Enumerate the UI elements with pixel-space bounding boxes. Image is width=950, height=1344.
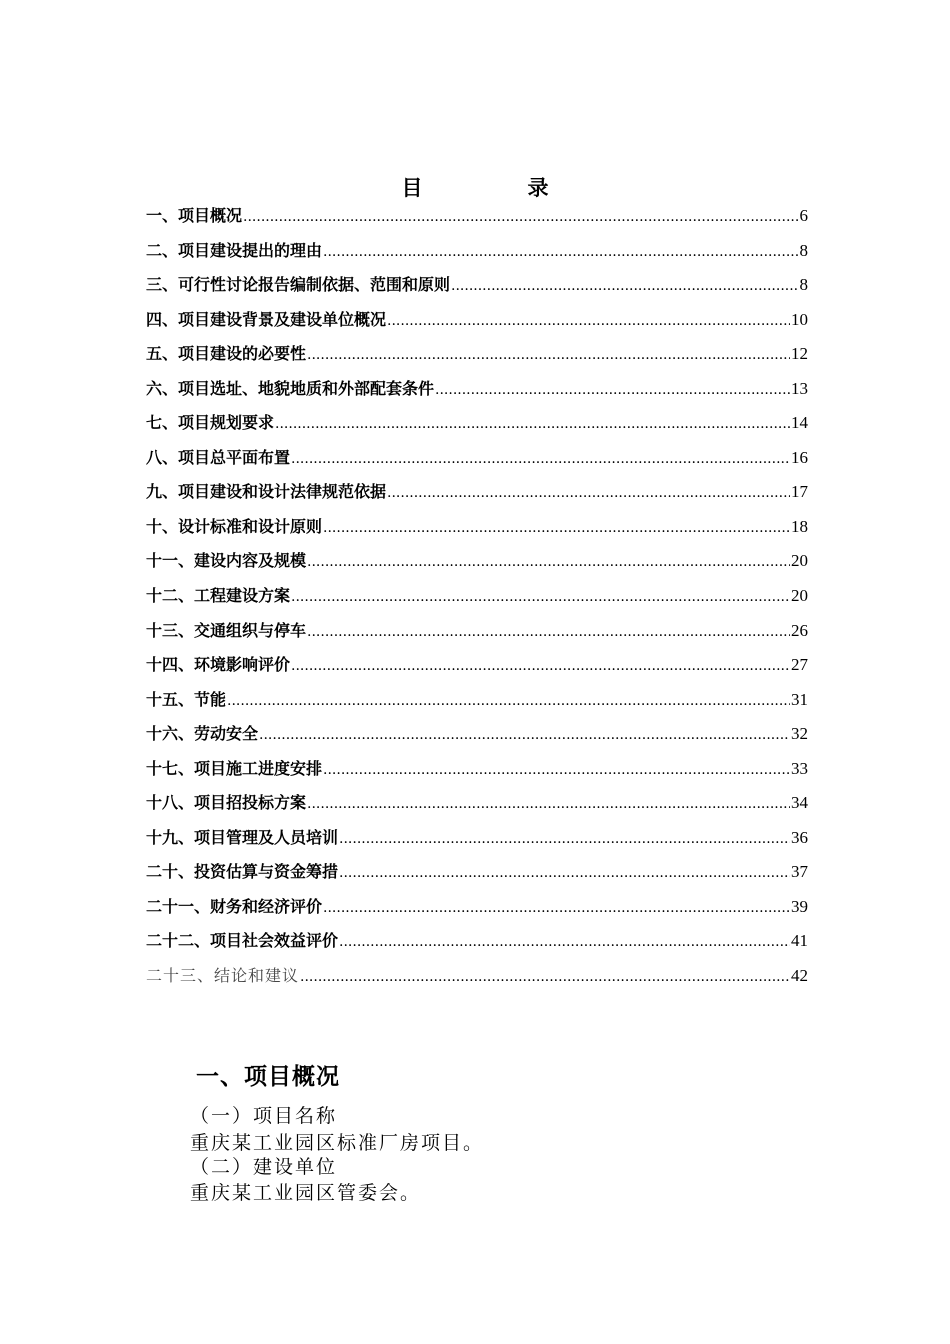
toc-entry[interactable] xyxy=(146,894,808,929)
toc-entry-label: 十一、建设内容及规模 xyxy=(146,551,307,571)
toc-entry-label: 八、项目总平面布置 xyxy=(146,447,291,467)
toc-entry-page: 18 xyxy=(791,516,808,536)
toc-entry-label: 三、可行性讨论报告编制依据、范围和原则 xyxy=(146,275,451,295)
toc-entry-label: 四、项目建设背景及建设单位概况 xyxy=(146,309,387,329)
toc-entry-page: 27 xyxy=(791,655,808,675)
toc-entry-label: 十、设计标准和设计原则 xyxy=(146,516,323,536)
toc-entry[interactable] xyxy=(146,341,808,376)
toc-dot-leader xyxy=(323,520,790,536)
toc-entry-label: 九、项目建设和设计法律规范依据 xyxy=(146,482,387,502)
toc-entry[interactable] xyxy=(146,272,808,307)
toc-entry[interactable] xyxy=(146,583,808,618)
toc-dot-leader xyxy=(387,313,790,329)
toc-entry[interactable] xyxy=(146,825,808,860)
toc-list xyxy=(146,203,808,998)
toc-entry-page: 20 xyxy=(791,551,808,571)
toc-entry[interactable] xyxy=(146,687,808,722)
toc-entry-page: 6 xyxy=(799,206,808,225)
toc-entry-label: 十七、项目施工进度安排 xyxy=(146,758,323,778)
toc-entry-label: 十八、项目招投标方案 xyxy=(146,793,307,813)
toc-entry-page: 33 xyxy=(791,758,808,778)
toc-entry[interactable] xyxy=(146,307,808,342)
toc-entry-label: 六、项目选址、地貌地质和外部配套条件 xyxy=(146,378,435,398)
toc-entry[interactable] xyxy=(146,479,808,514)
toc-entry-label: 十三、交通组织与停车 xyxy=(146,620,307,640)
toc-entry-page: 37 xyxy=(791,862,808,882)
toc-entry-label: 十六、劳动安全 xyxy=(146,724,259,744)
toc-entry-label: 十二、工程建设方案 xyxy=(146,586,291,606)
toc-entry-page: 39 xyxy=(791,896,808,916)
toc-dot-leader xyxy=(435,382,790,398)
toc-entry[interactable] xyxy=(146,618,808,653)
toc-entry[interactable] xyxy=(146,376,808,411)
toc-dot-leader xyxy=(300,969,790,985)
toc-entry-label: 一、项目概况 xyxy=(146,206,243,225)
toc-entry-page: 8 xyxy=(799,240,808,260)
toc-entry-page: 20 xyxy=(791,586,808,606)
toc-dot-leader xyxy=(323,900,790,916)
toc-entry-page: 32 xyxy=(791,724,808,744)
toc-dot-leader xyxy=(307,624,790,640)
toc-dot-leader xyxy=(339,865,790,881)
toc-entry-label: 十九、项目管理及人员培训 xyxy=(146,827,339,847)
toc-dot-leader xyxy=(243,209,798,225)
toc-entry-page: 36 xyxy=(791,827,808,847)
toc-entry-page: 13 xyxy=(791,378,808,398)
toc-entry[interactable] xyxy=(146,721,808,756)
toc-entry-page: 31 xyxy=(791,689,808,709)
toc-entry-label: 二十二、项目社会效益评价 xyxy=(146,931,339,951)
toc-entry[interactable] xyxy=(146,963,808,998)
toc-entry-page: 34 xyxy=(791,793,808,813)
toc-entry[interactable] xyxy=(146,859,808,894)
toc-entry-page: 8 xyxy=(799,275,808,295)
toc-entry-label: 二十三、结论和建议 xyxy=(146,966,300,986)
toc-dot-leader xyxy=(339,934,790,950)
toc-entry-page: 12 xyxy=(791,344,808,364)
toc-dot-leader xyxy=(307,347,790,363)
toc-dot-leader xyxy=(307,554,790,570)
toc-entry[interactable] xyxy=(146,756,808,791)
toc-title: 目 录 xyxy=(401,175,591,200)
toc-dot-leader xyxy=(275,416,790,432)
toc-dot-leader xyxy=(307,796,790,812)
toc-entry-page: 10 xyxy=(791,309,808,329)
toc-entry-label: 十四、环境影响评价 xyxy=(146,655,291,675)
toc-entry-label: 五、项目建设的必要性 xyxy=(146,344,307,364)
toc-entry[interactable] xyxy=(146,548,808,583)
toc-entry-page: 17 xyxy=(791,482,808,502)
toc-dot-leader xyxy=(387,485,790,501)
toc-entry-label: 二十、投资估算与资金筹措 xyxy=(146,862,339,882)
toc-entry-label: 十五、节能 xyxy=(146,689,227,709)
toc-dot-leader xyxy=(451,278,798,294)
toc-dot-leader xyxy=(339,831,790,847)
toc-entry[interactable] xyxy=(146,445,808,480)
toc-dot-leader xyxy=(291,589,790,605)
toc-entry-label: 二、项目建设提出的理由 xyxy=(146,240,323,260)
toc-entry-label: 七、项目规划要求 xyxy=(146,413,275,433)
toc-entry-page: 41 xyxy=(791,931,808,951)
toc-entry[interactable] xyxy=(146,238,808,273)
toc-entry-page: 26 xyxy=(791,620,808,640)
toc-dot-leader xyxy=(259,727,790,743)
section-heading: 一、项目概况 xyxy=(196,1063,340,1090)
toc-dot-leader xyxy=(291,658,790,674)
toc-entry[interactable] xyxy=(146,652,808,687)
toc-dot-leader xyxy=(291,451,790,467)
toc-entry-page: 42 xyxy=(791,966,808,986)
toc-entry[interactable] xyxy=(146,928,808,963)
toc-entry[interactable] xyxy=(146,790,808,825)
toc-entry[interactable] xyxy=(146,514,808,549)
toc-dot-leader xyxy=(323,762,790,778)
toc-entry-label: 二十一、财务和经济评价 xyxy=(146,896,323,916)
toc-entry-page: 14 xyxy=(791,413,808,433)
construction-unit-text: 重庆某工业园区管委会。 xyxy=(190,1182,422,1204)
toc-dot-leader xyxy=(227,693,790,709)
subsection-label-unit: （二）建设单位 xyxy=(190,1156,338,1178)
subsection-label-name: （一）项目名称 xyxy=(190,1105,338,1127)
project-name-text: 重庆某工业园区标准厂房项目。 xyxy=(190,1132,485,1154)
toc-entry[interactable] xyxy=(146,410,808,445)
toc-entry-page: 16 xyxy=(791,447,808,467)
toc-dot-leader xyxy=(323,244,798,260)
toc-entry[interactable] xyxy=(146,203,808,238)
